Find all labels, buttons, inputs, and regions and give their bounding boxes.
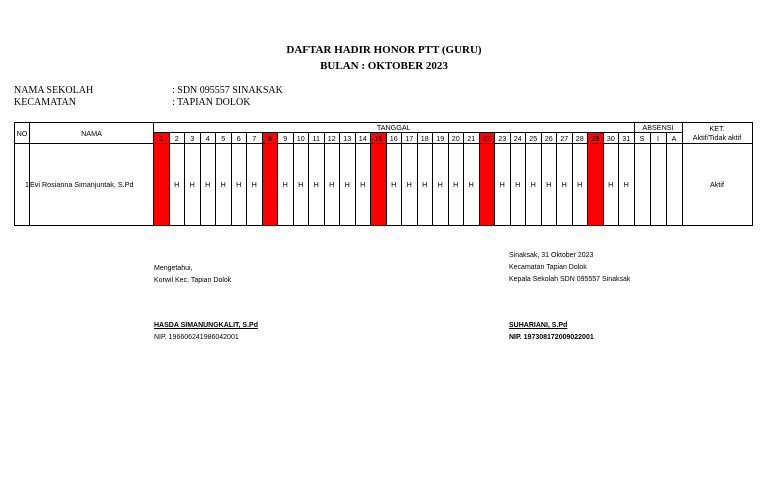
district-label: KECAMATAN bbox=[14, 97, 76, 108]
attendance-cell bbox=[479, 144, 495, 226]
attendance-cell bbox=[588, 144, 604, 226]
absensi-cell bbox=[666, 144, 682, 226]
attendance-cell bbox=[371, 144, 387, 226]
day-header: 27 bbox=[557, 133, 573, 144]
day-header: 26 bbox=[541, 133, 557, 144]
attendance-cell bbox=[154, 144, 170, 226]
header-nama: NAMA bbox=[30, 123, 154, 144]
absensi-header: A bbox=[666, 133, 682, 144]
attendance-cell: H bbox=[355, 144, 371, 226]
row-no: 1 bbox=[15, 144, 30, 226]
attendance-cell: H bbox=[231, 144, 247, 226]
attendance-cell: H bbox=[557, 144, 573, 226]
attendance-cell: H bbox=[603, 144, 619, 226]
day-header: 1 bbox=[154, 133, 170, 144]
attendance-cell: H bbox=[324, 144, 340, 226]
signature-left-name: HASDA SIMANUNGKALIT, S.Pd bbox=[154, 322, 258, 329]
attendance-cell: H bbox=[185, 144, 201, 226]
attendance-cell: H bbox=[433, 144, 449, 226]
signature-left-nip: NIP. 196606241986042001 bbox=[154, 334, 239, 341]
absensi-cell bbox=[634, 144, 650, 226]
day-header: 29 bbox=[588, 133, 604, 144]
day-header: 7 bbox=[247, 133, 263, 144]
header-ket-line1: KET. bbox=[709, 124, 725, 133]
absensi-header: I bbox=[650, 133, 666, 144]
absensi-header: S bbox=[634, 133, 650, 144]
row-ket: Aktif bbox=[682, 144, 752, 226]
day-header: 19 bbox=[433, 133, 449, 144]
attendance-cell: H bbox=[293, 144, 309, 226]
day-header: 16 bbox=[386, 133, 402, 144]
attendance-cell: H bbox=[572, 144, 588, 226]
day-header: 21 bbox=[464, 133, 480, 144]
header-ket-line2: Aktif/Tidak aktif bbox=[692, 133, 742, 142]
attendance-cell: H bbox=[247, 144, 263, 226]
signature-right-line3: Kepala Sekolah SDN 095557 Sinaksak bbox=[509, 276, 631, 283]
day-header: 24 bbox=[510, 133, 526, 144]
attendance-cell bbox=[262, 144, 278, 226]
signature-right-name: SUHARIANI, S.Pd bbox=[509, 322, 568, 329]
attendance-cell: H bbox=[340, 144, 356, 226]
header-tanggal: TANGGAL bbox=[154, 123, 635, 133]
attendance-cell: H bbox=[278, 144, 294, 226]
attendance-cell: H bbox=[417, 144, 433, 226]
day-header: 5 bbox=[216, 133, 232, 144]
document-title-line2: BULAN : OKTOBER 2023 bbox=[320, 60, 448, 72]
school-value: : SDN 095557 SINAKSAK bbox=[172, 85, 283, 96]
attendance-cell: H bbox=[309, 144, 325, 226]
attendance-cell: H bbox=[464, 144, 480, 226]
day-header: 9 bbox=[278, 133, 294, 144]
day-header: 10 bbox=[293, 133, 309, 144]
signature-right-line1: Sinaksak, 31 Oktober 2023 bbox=[509, 252, 594, 259]
attendance-cell: H bbox=[169, 144, 185, 226]
attendance-cell: H bbox=[526, 144, 542, 226]
day-header: 12 bbox=[324, 133, 340, 144]
day-header: 6 bbox=[231, 133, 247, 144]
signature-right-nip: NIP. 197308172009022001 bbox=[509, 334, 594, 341]
attendance-cell: H bbox=[448, 144, 464, 226]
attendance-table bbox=[14, 122, 753, 226]
header-no: NO bbox=[15, 123, 30, 144]
header-ket bbox=[682, 123, 752, 144]
day-header: 11 bbox=[309, 133, 325, 144]
day-header: 31 bbox=[619, 133, 635, 144]
header-absensi: ABSENSI bbox=[634, 123, 682, 133]
day-header: 25 bbox=[526, 133, 542, 144]
day-header: 20 bbox=[448, 133, 464, 144]
day-header: 18 bbox=[417, 133, 433, 144]
day-header: 4 bbox=[200, 133, 216, 144]
attendance-cell: H bbox=[619, 144, 635, 226]
day-header: 17 bbox=[402, 133, 418, 144]
day-header: 13 bbox=[340, 133, 356, 144]
signature-left-line1: Mengetahui, bbox=[154, 265, 193, 272]
district-value: : TAPIAN DOLOK bbox=[172, 97, 251, 108]
table-row bbox=[15, 144, 753, 226]
attendance-cell: H bbox=[216, 144, 232, 226]
day-header: 22 bbox=[479, 133, 495, 144]
day-header: 2 bbox=[169, 133, 185, 144]
attendance-cell: H bbox=[200, 144, 216, 226]
day-header: 30 bbox=[603, 133, 619, 144]
signature-right-line2: Kecamatan Tapian Dolok bbox=[509, 264, 587, 271]
day-header: 15 bbox=[371, 133, 387, 144]
day-header: 23 bbox=[495, 133, 511, 144]
absensi-cell bbox=[650, 144, 666, 226]
attendance-cell: H bbox=[510, 144, 526, 226]
attendance-cell: H bbox=[402, 144, 418, 226]
day-header: 3 bbox=[185, 133, 201, 144]
document-title-line1: DAFTAR HADIR HONOR PTT (GURU) bbox=[286, 44, 482, 56]
signature-left-line2: Korwil Kec. Tapian Dolok bbox=[154, 277, 232, 284]
day-header: 28 bbox=[572, 133, 588, 144]
school-label: NAMA SEKOLAH bbox=[14, 85, 94, 96]
day-header: 8 bbox=[262, 133, 278, 144]
attendance-cell: H bbox=[541, 144, 557, 226]
attendance-cell: H bbox=[495, 144, 511, 226]
row-nama: Evi Rosianna Simanjuntak, S.Pd bbox=[30, 144, 154, 226]
attendance-cell: H bbox=[386, 144, 402, 226]
day-header: 14 bbox=[355, 133, 371, 144]
